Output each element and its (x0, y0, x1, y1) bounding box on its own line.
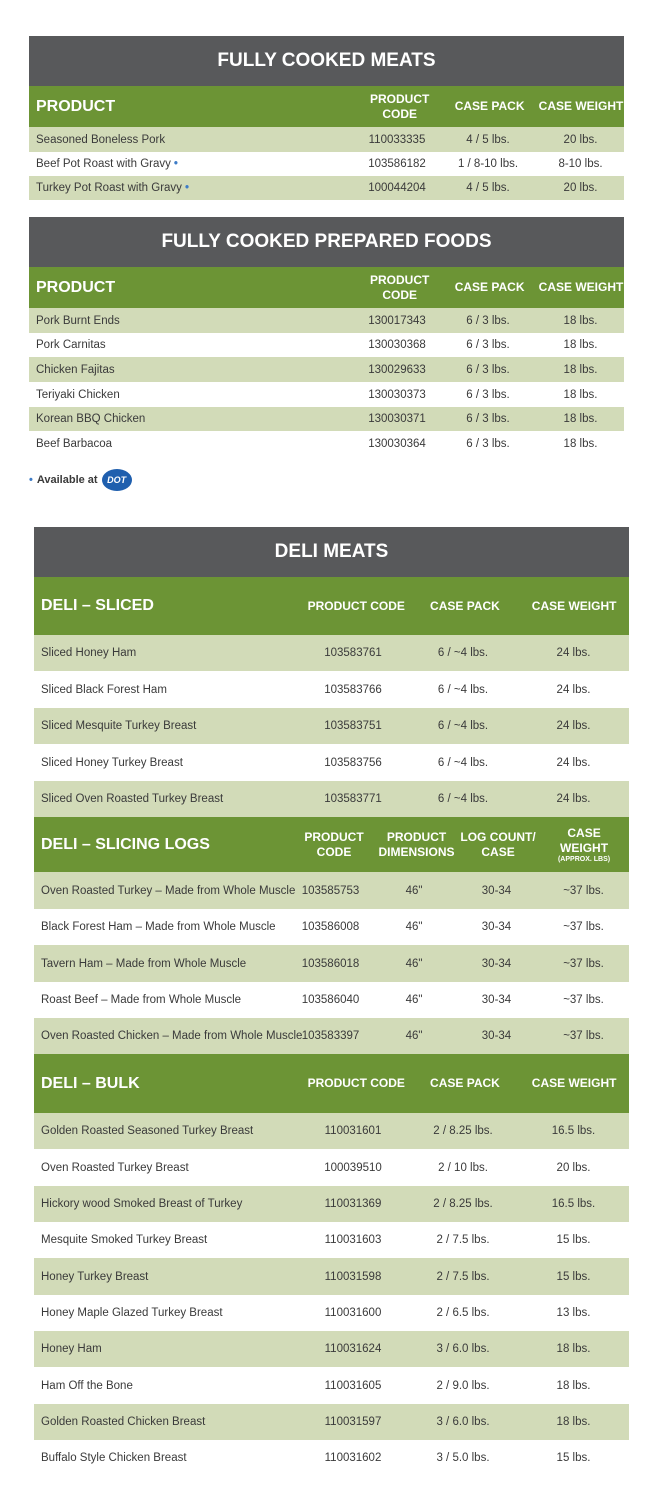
case-weight-header: CASE WEIGHT (538, 99, 624, 113)
code-header: PRODUCT CODE (370, 91, 430, 121)
table-row: Beef Pot Roast with Gravy • 103586182 1 / 8-10 lbs. 8-10 lbs. (36, 158, 603, 170)
section-title: DELI MEATS (34, 527, 629, 577)
table-row: Chicken Fajitas 130029633 6 / 3 lbs. 18 lbs. (29, 357, 624, 382)
table-body (29, 127, 624, 200)
table-body (29, 308, 624, 456)
table-header (29, 267, 624, 308)
availability-note (29, 469, 132, 491)
section-title: FULLY COOKED MEATS (29, 36, 624, 86)
case-weight-header: CASE WEIGHT (531, 1076, 617, 1090)
case-pack-header: CASE PACK (454, 280, 525, 294)
table-row: Oven Roasted Turkey – Made from Whole Muscle 103585753 46" 30-34 ~37 lbs. (34, 872, 629, 909)
code-header: PRODUCT CODE (307, 1076, 405, 1090)
availability-text: Available at (36, 474, 98, 486)
table-header (29, 86, 624, 127)
case-weight-header: CASE WEIGHT (APPROX. LBS) (557, 825, 611, 863)
case-pack-header: CASE PACK (430, 1076, 500, 1090)
table-row: Hickory wood Smoked Breast of Turkey 110031369 2 / 8.25 lbs. 16.5 lbs. (34, 1186, 629, 1222)
product-header: DELI – SLICING LOGS (41, 835, 210, 853)
table-row: Pork Carnitas 130030368 6 / 3 lbs. 18 lbs. (36, 339, 598, 351)
table-row: Ham Off the Bone 110031605 2 / 9.0 lbs. 18 lbs. (41, 1379, 591, 1392)
table-row: Sliced Honey Ham 103583761 6 / ~4 lbs. 24 lbs. (34, 635, 629, 671)
table-row: Tavern Ham – Made from Whole Muscle 103586018 46" 30-34 ~37 lbs. (34, 945, 629, 982)
product-header: PRODUCT (36, 97, 116, 115)
table-row: Teriyaki Chicken 130030373 6 / 3 lbs. 18 lbs. (36, 388, 598, 401)
dot-marker-icon: • (173, 158, 178, 170)
case-pack-header: CASE PACK (430, 598, 500, 613)
table-row: Roast Beef – Made from Whole Muscle 103586040 46" 30-34 ~37 lbs. (41, 994, 604, 1006)
table-row: Oven Roasted Chicken – Made from Whole Muscle 103583397 46" 30-34 ~37 lbs. (34, 1018, 629, 1054)
dot-logo-icon: DOT (102, 469, 132, 491)
log-count-header: LOG COUNT/ CASE (460, 829, 536, 859)
table-row: Sliced Oven Roasted Turkey Breast 103583771 6 / ~4 lbs. 24 lbs. (34, 781, 629, 817)
table-row: Seasoned Boneless Pork 110033335 4 / 5 lbs. 20 lbs. (29, 127, 624, 152)
product-header: DELI – BULK (41, 1074, 140, 1092)
table-row: Pork Burnt Ends 130017343 6 / 3 lbs. 18 lbs. (29, 308, 624, 333)
product-header: DELI – SLICED (41, 597, 154, 614)
table-row: Golden Roasted Chicken Breast 110031597 3 / 6.0 lbs. 18 lbs. (34, 1404, 629, 1440)
table-row: Korean BBQ Chicken 130030371 6 / 3 lbs. 18 lbs. (29, 407, 624, 431)
case-weight-header: CASE WEIGHT (531, 598, 617, 613)
deli-bulk-header (34, 1054, 629, 1113)
code-header: PRODUCT CODE (304, 829, 364, 859)
case-pack-header: CASE PACK (454, 99, 525, 113)
table-row: Golden Roasted Seasoned Turkey Breast 110031601 2 / 8.25 lbs. 16.5 lbs. (34, 1113, 629, 1149)
deli-meats-table (34, 527, 629, 1476)
table-row: Buffalo Style Chicken Breast 110031602 3 / 5.0 lbs. 15 lbs. (41, 1452, 591, 1464)
code-header: PRODUCT CODE (370, 272, 430, 302)
dot-marker-icon: • (29, 474, 33, 486)
code-header: PRODUCT CODE (307, 598, 405, 613)
fully-cooked-meats-table (29, 36, 624, 200)
dimensions-header: PRODUCT DIMENSIONS (378, 829, 455, 859)
table-row: Black Forest Ham – Made from Whole Muscle 103586008 46" 30-34 ~37 lbs. (41, 921, 604, 933)
product-header: PRODUCT (36, 278, 116, 296)
table-row: Honey Maple Glazed Turkey Breast 110031600 2 / 6.5 lbs. 13 lbs. (41, 1307, 591, 1319)
section-title: FULLY COOKED PREPARED FOODS (29, 217, 624, 267)
table-row: Beef Barbacoa 130030364 6 / 3 lbs. 18 lbs. (36, 437, 598, 450)
table-row: Sliced Black Forest Ham 103583766 6 / ~4 lbs. 24 lbs. (41, 683, 591, 696)
dot-marker-icon: • (184, 182, 189, 194)
case-weight-header: CASE WEIGHT (538, 280, 624, 294)
table-row: Mesquite Smoked Turkey Breast 110031603 2 / 7.5 lbs. 15 lbs. (41, 1234, 591, 1246)
deli-logs-header (34, 817, 629, 872)
prepared-foods-table (29, 217, 624, 456)
deli-sliced-header (34, 577, 629, 635)
table-row: Sliced Honey Turkey Breast 103583756 6 / ~4 lbs. 24 lbs. (41, 756, 591, 769)
table-row: Honey Ham 110031624 3 / 6.0 lbs. 18 lbs. (34, 1331, 629, 1367)
table-row: Turkey Pot Roast with Gravy • 100044204 4 / 5 lbs. 20 lbs. (29, 176, 624, 200)
table-row: Sliced Mesquite Turkey Breast 103583751 6 / ~4 lbs. 24 lbs. (34, 708, 629, 744)
table-row: Honey Turkey Breast 110031598 2 / 7.5 lbs. 15 lbs. (34, 1258, 629, 1295)
table-row: Oven Roasted Turkey Breast 100039510 2 / 10 lbs. 20 lbs. (41, 1161, 591, 1174)
